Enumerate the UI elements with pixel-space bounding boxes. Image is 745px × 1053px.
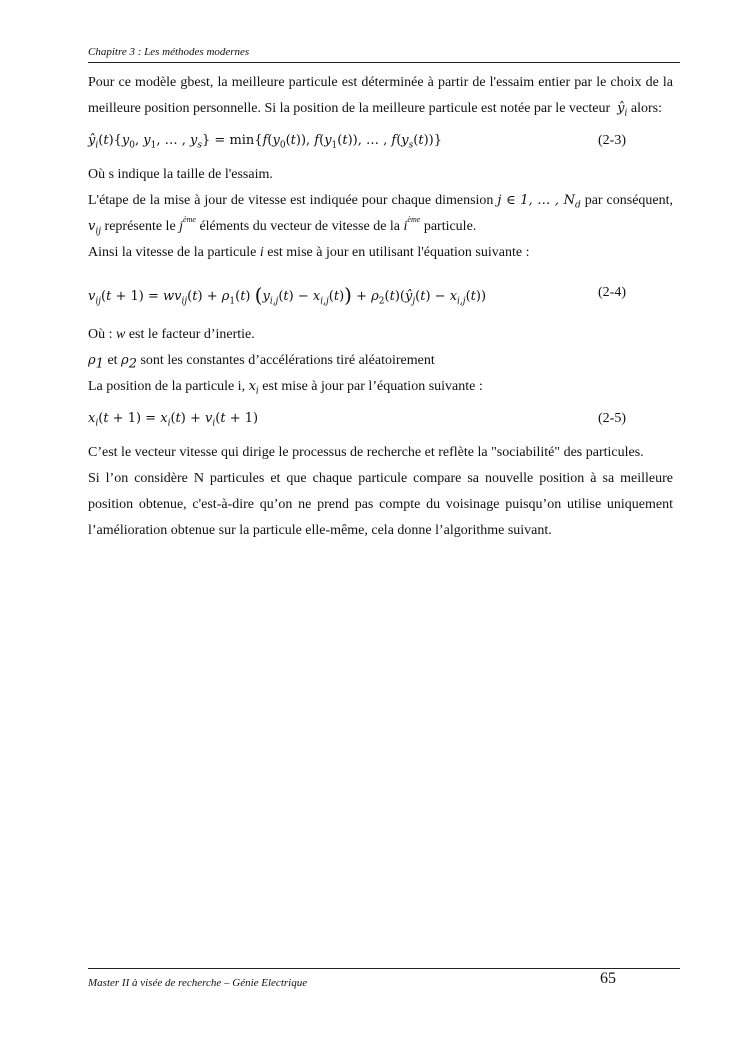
equation-2-4-formula: $v_{ij}(t + 1) = wv_{ij}(t) + \rho_1(t) (y_{i,j}(t) - x_{i,j}(t))$ + $\rho_2(t)(ŷ_j(t) - x_{i,j}(t))$	[88, 283, 487, 307]
y-hat-symbol: $ŷ_i$	[617, 101, 628, 119]
equation-2-4-number: (2-4)	[598, 285, 626, 300]
equation-2-5-number: (2-5)	[598, 411, 626, 426]
paragraph-position-intro: La position de la particule i, $x_i$ est mise à jour par l’équation suivante :	[88, 379, 483, 397]
chapter-title: Chapitre 3 : Les méthodes modernes	[88, 46, 250, 58]
equation-2-5	[88, 406, 673, 432]
paragraph-sociability: C’est le vecteur vitesse qui dirige le processus de recherche et reflète la "sociabilité" des particules.	[88, 445, 644, 460]
paragraph-acceleration: $\rho_1$ et $\rho_2$ sont les constantes d’accélérations tiré aléatoirement	[88, 353, 435, 372]
equation-2-3-formula: $ŷ_i(t)\{y_0$, $y_1$, … , $y_s\} = \min\{f(y_0(t))$, $f(y_1(t))$, … , $f(y_s(t))$}	[88, 133, 443, 151]
equation-2-3-number: (2-3)	[598, 133, 626, 148]
footer-text: Master II à visée de recherche – Génie Electrique	[88, 977, 308, 989]
page-header	[88, 42, 680, 63]
document-body	[88, 70, 673, 544]
paragraph-algorithm-intro: Si l’on considère N particules et que chaque particule compare sa nouvelle position à sa meilleure position obtenue, c'est-à-dire qu’on ne prend pas compte du voisinage puisqu’on utilise uniquement l’amélioration obtenue sur la particule elle-même, cela donne l’algorithme suivant.	[88, 471, 673, 538]
paragraph-inertia: Où : w est le facteur d’inertie.	[88, 327, 255, 342]
page-number: 65	[600, 970, 616, 987]
page-footer	[88, 968, 680, 991]
paragraph-swarm-size: Où s indique la taille de l'essaim.	[88, 167, 273, 182]
equation-2-5-formula: $x_i(t + 1) = x_i(t) + v_i(t + 1)$	[88, 411, 259, 429]
equation-2-3	[88, 128, 673, 154]
paragraph-gbest: Pour ce modèle gbest, la meilleure particule est déterminée à partir de l'essaim entier par le choix de la meilleure position personnelle. Si la position de la meilleure particule est notée par le vecteur $ŷ_i$ alors:	[88, 75, 673, 119]
paragraph-velocity-update: L'étape de la mise à jour de vitesse est indiquée pour chaque dimension j ∈ 1, … , $N_d$ par conséquent, $v_{ij}$ représente le $j^{ème}$ éléments du vecteur de vitesse de la $i^{ème}$ particule.	[88, 193, 674, 237]
paragraph-velocity-intro: Ainsi la vitesse de la particule i est mise à jour en utilisant l'équation suivante :	[88, 245, 530, 260]
equation-2-4	[88, 276, 673, 310]
